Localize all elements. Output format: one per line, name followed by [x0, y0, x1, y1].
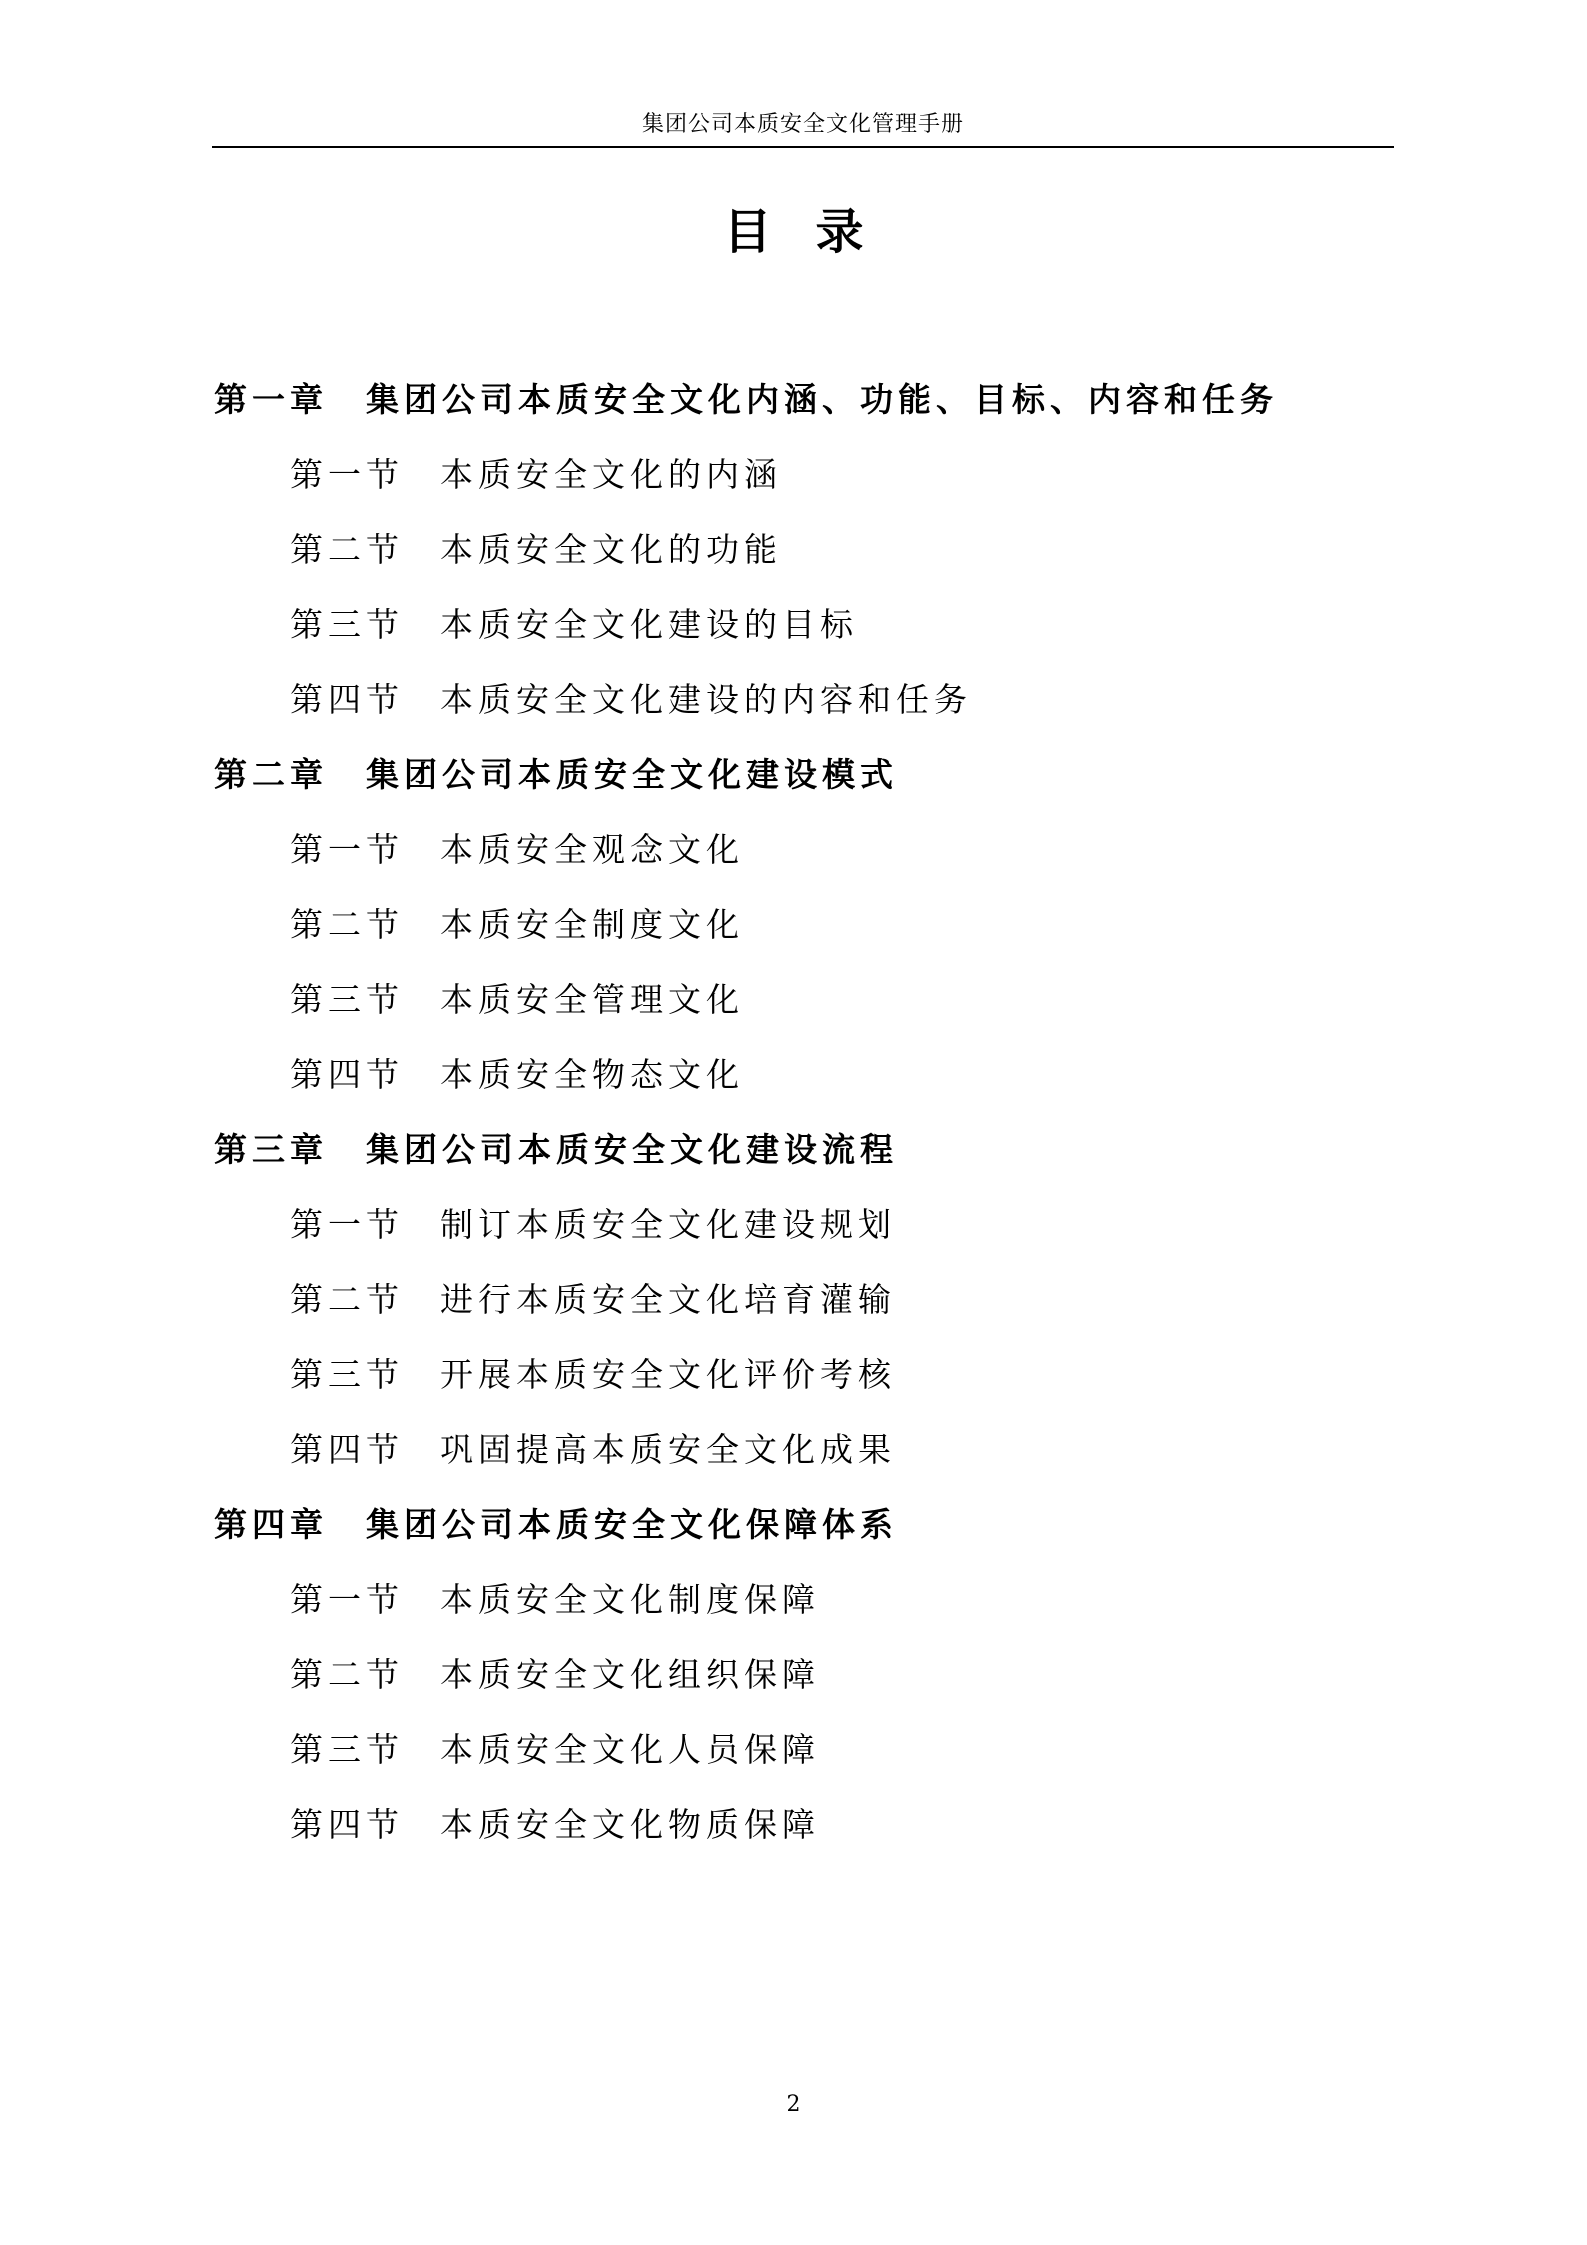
toc-section-3-2	[214, 1272, 1394, 1347]
toc-section-3-1	[214, 1197, 1394, 1272]
toc-section-title: 本质安全文化物质保障	[440, 1805, 820, 1844]
toc-section-2-1	[214, 822, 1394, 897]
toc-chapter-3	[214, 1122, 1394, 1197]
toc-section-1-2	[214, 522, 1394, 597]
toc-chapter-number: 第一章	[214, 380, 328, 419]
page-number: 2	[786, 2092, 801, 2117]
toc-chapter-number: 第四章	[214, 1505, 328, 1544]
toc-title: 目录	[723, 204, 908, 260]
toc-section-title: 本质安全文化制度保障	[440, 1580, 820, 1619]
toc-section-4-4	[214, 1797, 1394, 1872]
running-header: 集团公司本质安全文化管理手册	[641, 112, 964, 137]
toc-section-title: 本质安全文化组织保障	[440, 1655, 820, 1694]
toc-section-title: 巩固提高本质安全文化成果	[440, 1430, 896, 1469]
toc-section-title: 本质安全物态文化	[440, 1055, 744, 1094]
header-rule	[212, 146, 1394, 148]
toc-chapter-2	[214, 747, 1394, 822]
toc-section-number: 第三节	[290, 1730, 404, 1769]
toc-section-number: 第二节	[290, 530, 404, 569]
toc-section-number: 第三节	[290, 605, 404, 644]
toc-section-title: 本质安全观念文化	[440, 830, 744, 869]
toc-section-number: 第三节	[290, 1355, 404, 1394]
table-of-contents	[214, 372, 1394, 1872]
toc-section-number: 第四节	[290, 1055, 404, 1094]
toc-section-1-1	[214, 447, 1394, 522]
toc-section-3-3	[214, 1347, 1394, 1422]
toc-section-3-4	[214, 1422, 1394, 1497]
toc-section-2-2	[214, 897, 1394, 972]
toc-section-title: 制订本质安全文化建设规划	[440, 1205, 896, 1244]
toc-section-4-2	[214, 1647, 1394, 1722]
toc-section-1-4	[214, 672, 1394, 747]
toc-chapter-title: 集团公司本质安全文化建设流程	[366, 1130, 898, 1169]
toc-chapter-number: 第二章	[214, 755, 328, 794]
toc-section-4-1	[214, 1572, 1394, 1647]
toc-section-title: 本质安全文化的功能	[440, 530, 782, 569]
toc-section-title: 本质安全文化人员保障	[440, 1730, 820, 1769]
toc-section-title: 本质安全文化建设的内容和任务	[440, 680, 972, 719]
toc-chapter-4	[214, 1497, 1394, 1572]
toc-section-title: 本质安全文化建设的目标	[440, 605, 858, 644]
toc-section-number: 第三节	[290, 980, 404, 1019]
toc-section-number: 第一节	[290, 1205, 404, 1244]
toc-chapter-1	[214, 372, 1394, 447]
toc-section-number: 第一节	[290, 1580, 404, 1619]
toc-chapter-title: 集团公司本质安全文化内涵、功能、目标、内容和任务	[366, 380, 1278, 419]
toc-section-number: 第二节	[290, 1655, 404, 1694]
toc-section-number: 第四节	[290, 1430, 404, 1469]
toc-section-title: 开展本质安全文化评价考核	[440, 1355, 896, 1394]
toc-section-number: 第二节	[290, 905, 404, 944]
toc-section-number: 第一节	[290, 455, 404, 494]
toc-chapter-title: 集团公司本质安全文化保障体系	[366, 1505, 898, 1544]
toc-section-number: 第一节	[290, 830, 404, 869]
toc-section-number: 第二节	[290, 1280, 404, 1319]
toc-section-number: 第四节	[290, 1805, 404, 1844]
toc-section-number: 第四节	[290, 680, 404, 719]
toc-section-2-4	[214, 1047, 1394, 1122]
toc-section-title: 进行本质安全文化培育灌输	[440, 1280, 896, 1319]
toc-section-title: 本质安全文化的内涵	[440, 455, 782, 494]
toc-chapter-title: 集团公司本质安全文化建设模式	[366, 755, 898, 794]
toc-section-4-3	[214, 1722, 1394, 1797]
toc-chapter-number: 第三章	[214, 1130, 328, 1169]
toc-section-1-3	[214, 597, 1394, 672]
toc-section-title: 本质安全管理文化	[440, 980, 744, 1019]
toc-section-2-3	[214, 972, 1394, 1047]
toc-section-title: 本质安全制度文化	[440, 905, 744, 944]
